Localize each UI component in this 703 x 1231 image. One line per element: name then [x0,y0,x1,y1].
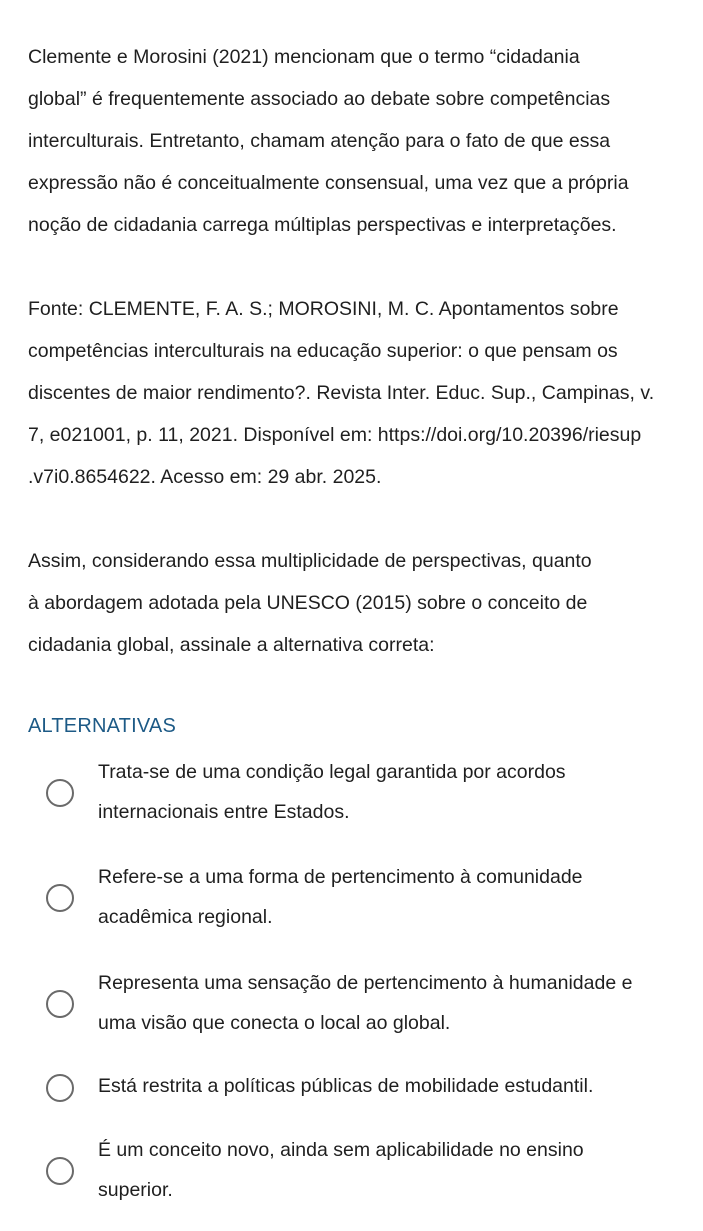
question-line: Assim, considerando essa multiplicidade de perspectivas, quanto [28,550,592,572]
citation-line: Fonte: CLEMENTE, F. A. S.; MOROSINI, M. C. Apontamentos sobre [28,298,619,320]
context-line: noção de cidadania carrega múltiplas perspectivas e interpretações. [28,214,617,236]
citation-line: discentes de maior rendimento?. Revista Inter. Educ. Sup., Campinas, v. [28,382,655,404]
option-label [98,963,688,1043]
source-citation [28,288,678,498]
option-line: Está restrita a políticas públicas de mobilidade estudantil. [98,1075,594,1097]
alternative-option-d[interactable] [0,1066,703,1108]
context-paragraph [28,36,678,246]
citation-line: 7, e021001, p. 11, 2021. Disponível em: https://doi.org/10.20396/riesup [28,424,642,446]
question-line: cidadania global, assinale a alternativa correta: [28,634,435,656]
citation-line: competências interculturais na educação superior: o que pensam os [28,340,618,362]
alternative-option-e[interactable] [0,1130,703,1212]
context-line: interculturais. Entretanto, chamam atenção para o fato de que essa [28,130,611,152]
option-label [98,1066,688,1106]
alternative-option-c[interactable] [0,963,703,1045]
option-line: uma visão que conecta o local ao global. [98,1012,451,1034]
context-line: Clemente e Morosini (2021) mencionam que o termo “cidadania [28,46,580,68]
question-line: à abordagem adotada pela UNESCO (2015) sobre o conceito de [28,592,588,614]
option-line: Representa uma sensação de pertencimento à humanidade e [98,972,633,994]
option-line: Refere-se a uma forma de pertencimento à comunidade [98,866,583,888]
question-prompt [28,540,678,666]
option-label [98,1130,688,1210]
alternative-option-a[interactable] [0,752,703,834]
context-line: expressão não é conceitualmente consensual, uma vez que a própria [28,172,629,194]
radio-button-icon[interactable] [46,990,74,1018]
option-label [98,752,688,832]
radio-button-icon[interactable] [46,779,74,807]
alternative-option-b[interactable] [0,857,703,939]
context-line: global” é frequentemente associado ao debate sobre competências [28,88,611,110]
option-line: internacionais entre Estados. [98,801,350,823]
option-label [98,857,688,937]
option-line: É um conceito novo, ainda sem aplicabilidade no ensino [98,1139,584,1161]
option-line: superior. [98,1179,173,1201]
option-line: Trata-se de uma condição legal garantida por acordos [98,761,566,783]
citation-line: .v7i0.8654622. Acesso em: 29 abr. 2025. [28,466,382,488]
radio-button-icon[interactable] [46,884,74,912]
option-line: acadêmica regional. [98,906,273,928]
radio-button-icon[interactable] [46,1157,74,1185]
alternatives-heading: ALTERNATIVAS [28,715,176,737]
radio-button-icon[interactable] [46,1074,74,1102]
